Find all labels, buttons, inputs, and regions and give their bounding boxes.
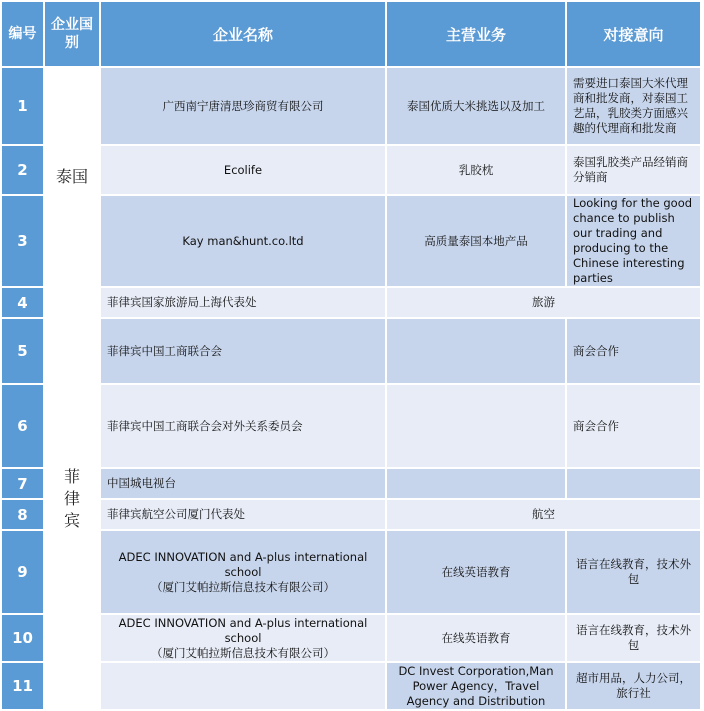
company-name-en: ADEC INNOVATION and A-plus international school: [118, 549, 368, 579]
table-row: [1, 67, 701, 145]
company-name: [100, 614, 386, 662]
table-row: [1, 530, 701, 614]
company-name: 菲律宾中国工商联合会: [100, 318, 386, 384]
header-business: 主营业务: [386, 1, 566, 67]
company-name: [100, 530, 386, 614]
row-number: 7: [1, 468, 44, 499]
country-philippines-label: [51, 466, 93, 532]
main-business: 在线英语教育: [386, 614, 566, 662]
company-name-en: ADEC INNOVATION and A-plus international school: [118, 615, 368, 645]
intent: 商会合作: [566, 318, 701, 384]
table-row: [1, 195, 701, 287]
business-and-intent: 超市用品，人力公司，旅行社: [566, 662, 701, 710]
company-name: 菲律宾中国工商联合会对外关系委员会: [100, 384, 386, 468]
company-name-cn: （厦门艾帕拉斯信息技术有限公司）: [151, 645, 335, 660]
table-row: [1, 468, 701, 499]
row-number: 5: [1, 318, 44, 384]
row-number: 9: [1, 530, 44, 614]
intent: Looking for the good chance to publish our trading and producing to the Chinese interesting parties: [566, 195, 701, 287]
intent: [566, 468, 701, 499]
company-name: 菲律宾航空公司厦门代表处: [100, 499, 386, 530]
table-row: [1, 145, 701, 195]
intent: 商会合作: [566, 384, 701, 468]
main-business: [386, 318, 566, 384]
table-row: [1, 662, 701, 710]
row-number: 6: [1, 384, 44, 468]
company-name: DC Invest Corporation,Man Power Agency，Travel Agency and Distribution: [386, 662, 566, 710]
row-number: 2: [1, 145, 44, 195]
company-name: 广西南宁唐清思珍商贸有限公司: [100, 67, 386, 145]
table-row: [1, 287, 701, 318]
main-business: [386, 468, 566, 499]
table-row: [1, 318, 701, 384]
business-and-intent: 旅游: [386, 287, 701, 318]
header-company: 企业名称: [100, 1, 386, 67]
main-business: 高质量泰国本地产品: [386, 195, 566, 287]
row-number: 1: [1, 67, 44, 145]
intent: 需要进口泰国大米代理商和批发商，对泰国工艺品，乳胶类方面感兴趣的代理商和批发商: [566, 67, 701, 145]
table-row: [1, 384, 701, 468]
company-name-cn: （厦门艾帕拉斯信息技术有限公司）: [151, 579, 335, 594]
main-business: 乳胶枕: [386, 145, 566, 195]
main-business: 泰国优质大米挑选以及加工: [386, 67, 566, 145]
row-number: 3: [1, 195, 44, 287]
country-philippines-char: 宾: [63, 510, 80, 530]
country-philippines-char: 菲: [63, 466, 80, 486]
main-business: 在线英语教育: [386, 530, 566, 614]
country-philippines-char: 律: [63, 488, 80, 508]
header-intent: 对接意向: [566, 1, 701, 67]
main-business: [386, 384, 566, 468]
row-number: 10: [1, 614, 44, 662]
intent: 语言在线教育，技术外包: [566, 614, 701, 662]
company-name: Kay man&hunt.co.ltd: [100, 195, 386, 287]
country-philippines: [44, 287, 100, 710]
header-row: [1, 1, 701, 67]
intent: 语言在线教育，技术外包: [566, 530, 701, 614]
company-name: Ecolife: [100, 145, 386, 195]
header-number: 编号: [1, 1, 44, 67]
company-name: 菲律宾国家旅游局上海代表处: [100, 287, 386, 318]
country-thailand: 泰国: [44, 67, 100, 287]
row-number: 11: [1, 662, 44, 710]
table-row: [1, 499, 701, 530]
header-country: 企业国别: [44, 1, 100, 67]
table-row: [1, 614, 701, 662]
intent: 泰国乳胶类产品经销商分销商: [566, 145, 701, 195]
row-number: 4: [1, 287, 44, 318]
business-and-intent: 航空: [386, 499, 701, 530]
company-name: 中国城电视台: [100, 468, 386, 499]
row-number: 8: [1, 499, 44, 530]
country-empty: [100, 662, 386, 710]
